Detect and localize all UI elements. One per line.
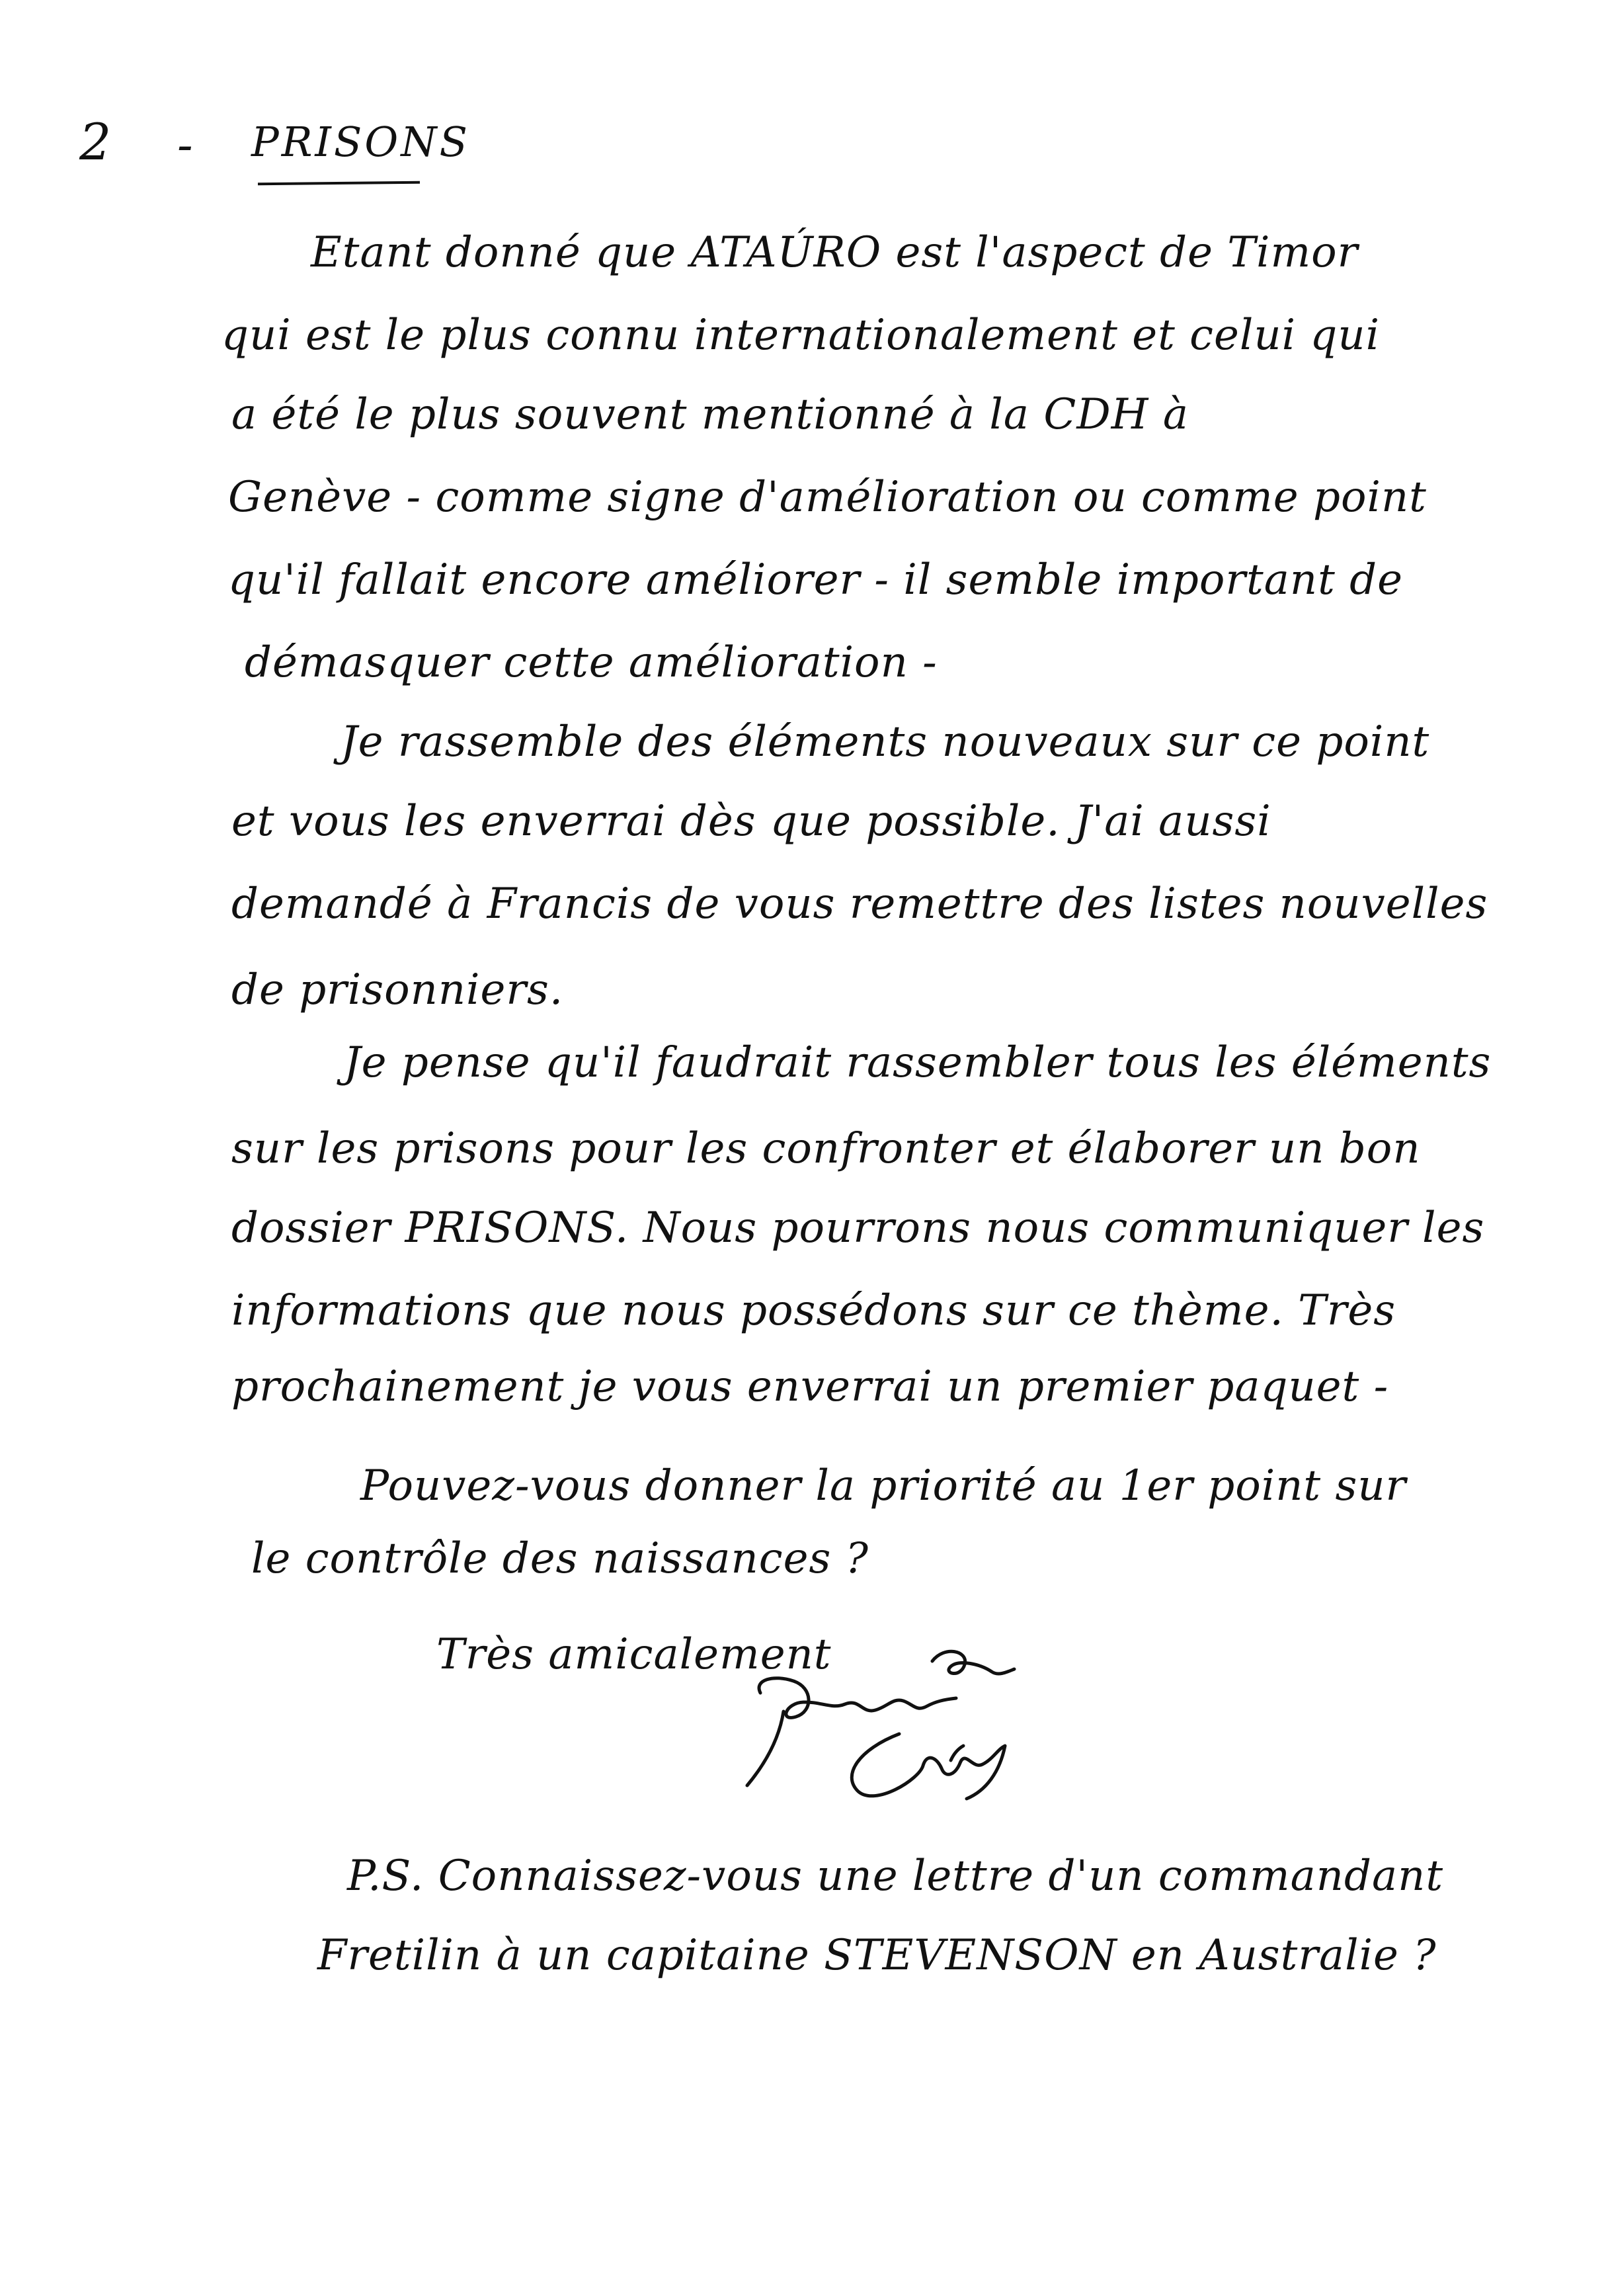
body-line: qui est le plus connu internationalement et celui qui [221, 311, 1381, 360]
title-underline [258, 181, 420, 186]
closing-line: Très amicalement [436, 1630, 832, 1679]
body-line: demandé à Francis de vous remettre des listes nouvelles [231, 880, 1488, 928]
body-line: informations que nous possédons sur ce thème. Très [231, 1286, 1396, 1335]
body-line: Pouvez-vous donner la priorité au 1er point sur [360, 1461, 1407, 1510]
body-line: de prisonniers. [231, 965, 564, 1014]
body-line: et vous les enverrai dès que possible. J'ai aussi [231, 797, 1271, 846]
body-line: Etant donné que ATAÚRO est l'aspect de Timor [311, 228, 1359, 277]
body-line: Je pense qu'il faudrait rassembler tous les éléments [344, 1038, 1492, 1087]
body-line: démasquer cette amélioration - [245, 638, 938, 687]
body-line: Je rassemble des éléments nouveaux sur ce point [341, 718, 1430, 766]
body-line: le contrôle des naissances ? [251, 1534, 869, 1583]
section-number: 2 [79, 112, 112, 171]
body-line: sur les prisons pour les confronter et élaborer un bon [231, 1124, 1421, 1173]
body-line: dossier PRISONS. Nous pourrons nous communiquer les [231, 1204, 1485, 1252]
body-line: prochainement je vous enverrai un premier paquet - [231, 1362, 1389, 1411]
body-line: a été le plus souvent mentionné à la CDH à [231, 390, 1189, 439]
signature [734, 1633, 1025, 1805]
section-dash: - [177, 118, 194, 172]
section-title: PRISONS [251, 118, 470, 166]
postscript-line: P.S. Connaissez-vous une lettre d'un commandant [347, 1852, 1444, 1901]
body-line: qu'il fallait encore améliorer - il semble important de [228, 555, 1403, 604]
postscript-line: Fretilin à un capitaine STEVENSON en Australie ? [317, 1931, 1437, 1980]
body-line: Genève - comme signe d'amélioration ou comme point [228, 473, 1427, 522]
